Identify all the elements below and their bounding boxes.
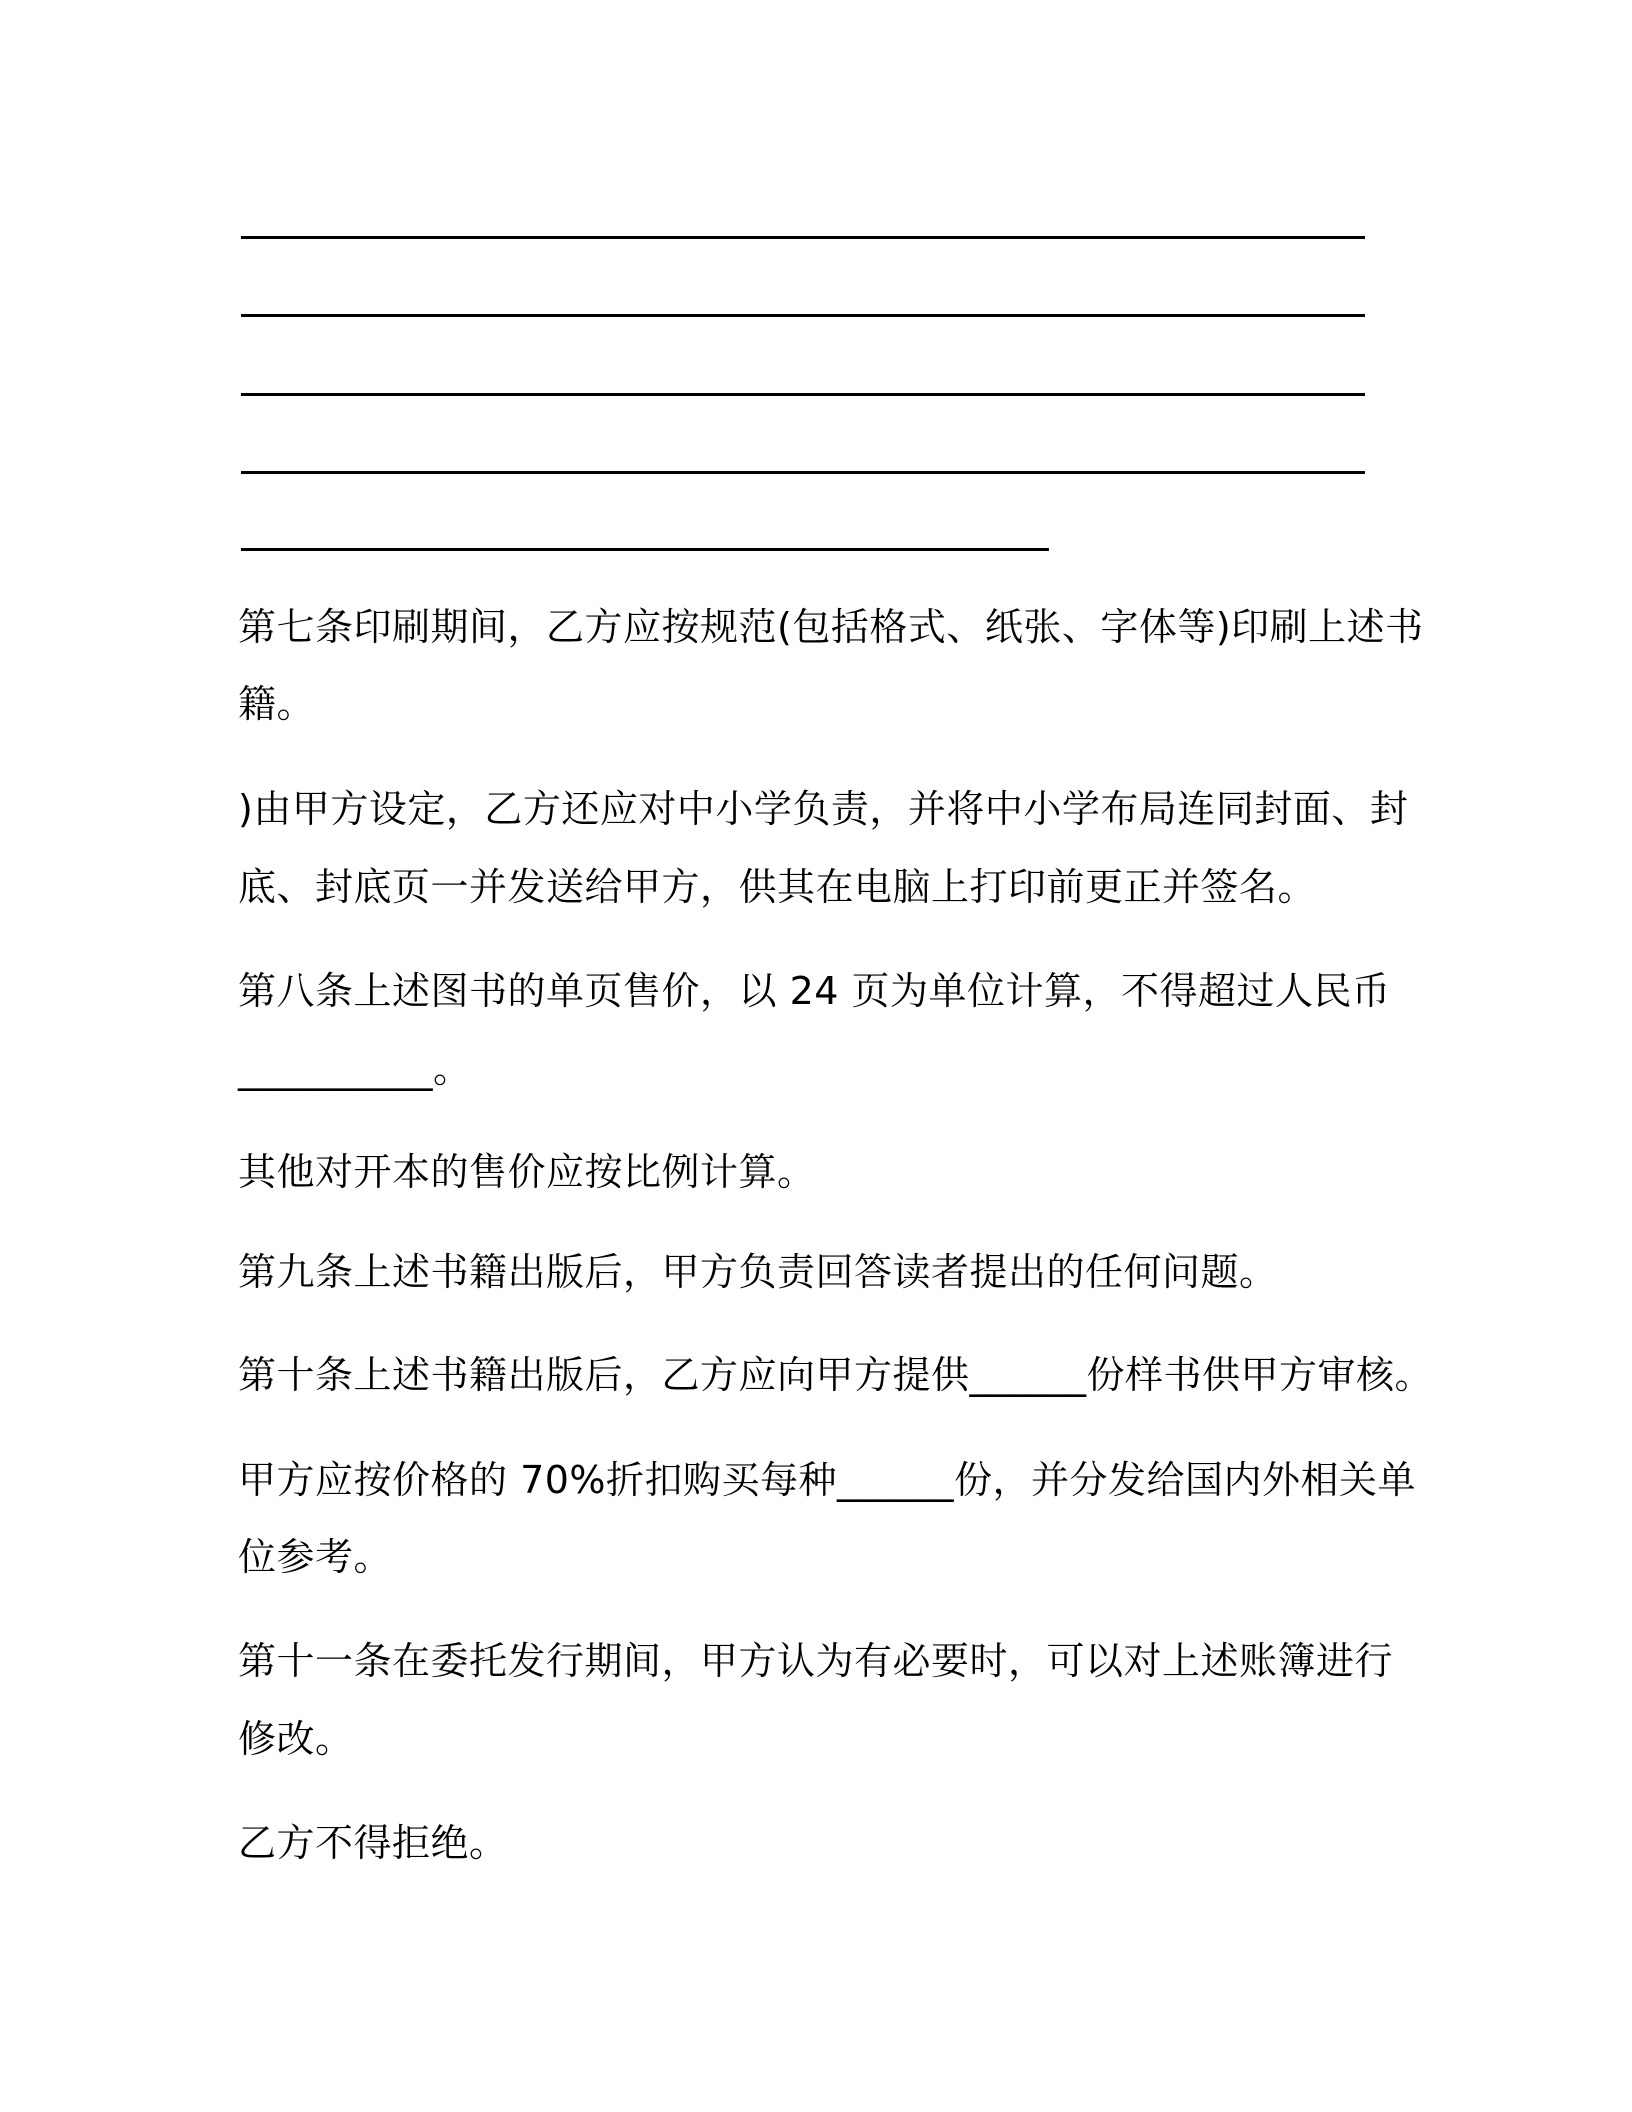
paragraph-line: __________。 [238,1047,472,1091]
paragraph-line: 籍。 [238,682,316,726]
blank-fill-line [241,471,1365,474]
paragraph-line: 第十条上述书籍出版后，乙方应向甲方提供______份样书供甲方审核。 [238,1353,1434,1397]
paragraph-line: 底、封底页一并发送给甲方，供其在电脑上打印前更正并签名。 [238,865,1317,909]
blank-fill-line [241,393,1365,396]
paragraph-line: 第七条印刷期间，乙方应按规范(包括格式、纸张、字体等)印刷上述书 [238,605,1424,649]
paragraph-line: 第十一条在委托发行期间，甲方认为有必要时，可以对上述账簿进行 [238,1639,1394,1683]
paragraph-line: 甲方应按价格的 70%折扣购买每种______份，并分发给国内外相关单 [238,1458,1417,1502]
blank-fill-line [241,548,1049,551]
paragraph-line: 修改。 [238,1717,354,1761]
paragraph-line: 位参考。 [238,1535,393,1579]
paragraph-line: 乙方不得拒绝。 [238,1821,508,1865]
paragraph-line: 第八条上述图书的单页售价，以 24 页为单位计算，不得超过人民币 [238,969,1391,1013]
blank-fill-line [241,314,1365,317]
blank-fill-line [241,236,1365,239]
paragraph-line: 第九条上述书籍出版后，甲方负责回答读者提出的任何问题。 [238,1250,1278,1294]
paragraph-line: 其他对开本的售价应按比例计算。 [238,1150,816,1194]
paragraph-line: )由甲方设定，乙方还应对中小学负责，并将中小学布局连同封面、封 [238,787,1409,831]
